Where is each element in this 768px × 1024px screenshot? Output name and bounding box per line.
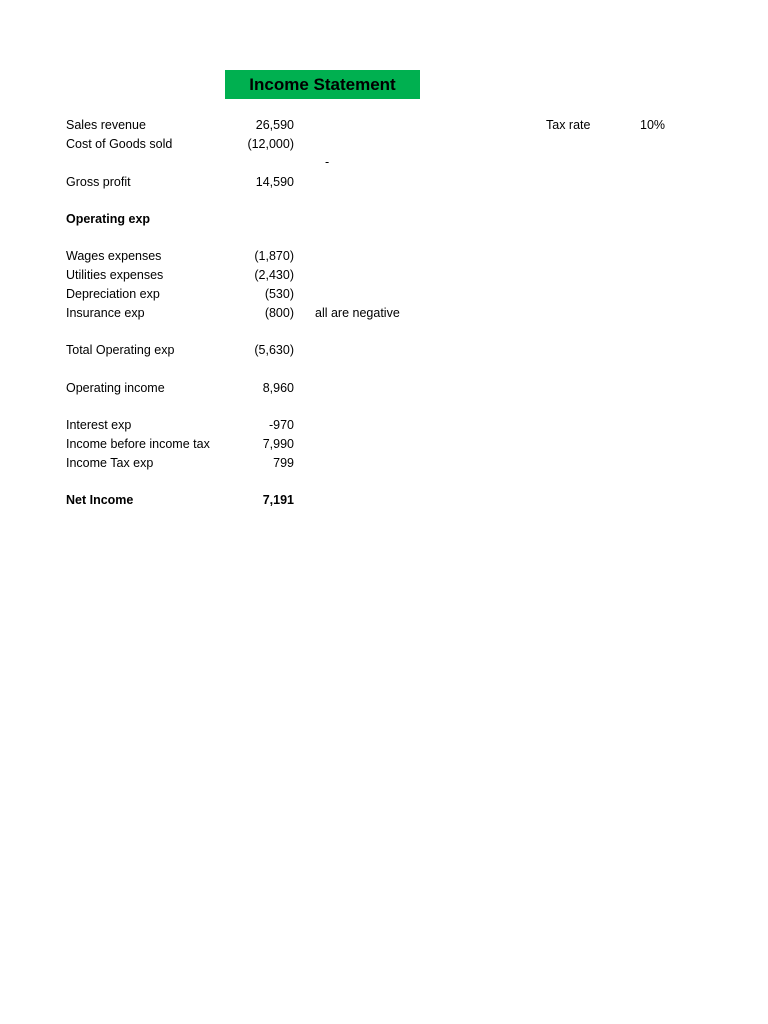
row-label-insurance-exp: Insurance exp xyxy=(66,306,145,320)
row-value-cost-of-goods-sold: (12,000) xyxy=(247,137,294,151)
row-value-gross-profit: 14,590 xyxy=(255,175,294,189)
tax-rate-value: 10% xyxy=(640,118,666,132)
row-label-interest-exp: Interest exp xyxy=(66,418,132,432)
row-label-operating-income: Operating income xyxy=(66,381,165,395)
row-value-income-before-tax: 7,990 xyxy=(262,437,294,451)
row-value-insurance-exp: (800) xyxy=(264,306,294,320)
row-value-income-tax-exp: 799 xyxy=(273,456,294,470)
row-label-net-income: Net Income xyxy=(66,493,134,507)
note-all-are-negative: all are negative xyxy=(315,306,400,320)
dash-mark: - xyxy=(325,155,330,169)
row-label-wages-expenses: Wages expenses xyxy=(66,249,162,263)
row-label-sales-revenue: Sales revenue xyxy=(66,118,146,132)
row-label-cost-of-goods-sold: Cost of Goods sold xyxy=(66,137,173,151)
row-value-depreciation-exp: (530) xyxy=(264,287,294,301)
row-label-income-tax-exp: Income Tax exp xyxy=(66,456,154,470)
row-label-total-operating-exp: Total Operating exp xyxy=(66,343,175,357)
page-title: Income Statement xyxy=(225,70,420,99)
row-label-depreciation-exp: Depreciation exp xyxy=(66,287,160,301)
tax-rate-label: Tax rate xyxy=(546,118,591,132)
row-value-sales-revenue: 26,590 xyxy=(255,118,294,132)
section-heading-operating-exp: Operating exp xyxy=(66,212,151,226)
row-value-total-operating-exp: (5,630) xyxy=(254,343,294,357)
row-label-utilities-expenses: Utilities expenses xyxy=(66,268,164,282)
row-label-income-before-tax: Income before income tax xyxy=(66,437,210,451)
row-label-gross-profit: Gross profit xyxy=(66,175,131,189)
row-value-operating-income: 8,960 xyxy=(262,381,294,395)
row-value-wages-expenses: (1,870) xyxy=(254,249,294,263)
row-value-utilities-expenses: (2,430) xyxy=(254,268,294,282)
row-value-interest-exp: -970 xyxy=(268,418,294,432)
row-value-net-income: 7,191 xyxy=(262,493,294,507)
